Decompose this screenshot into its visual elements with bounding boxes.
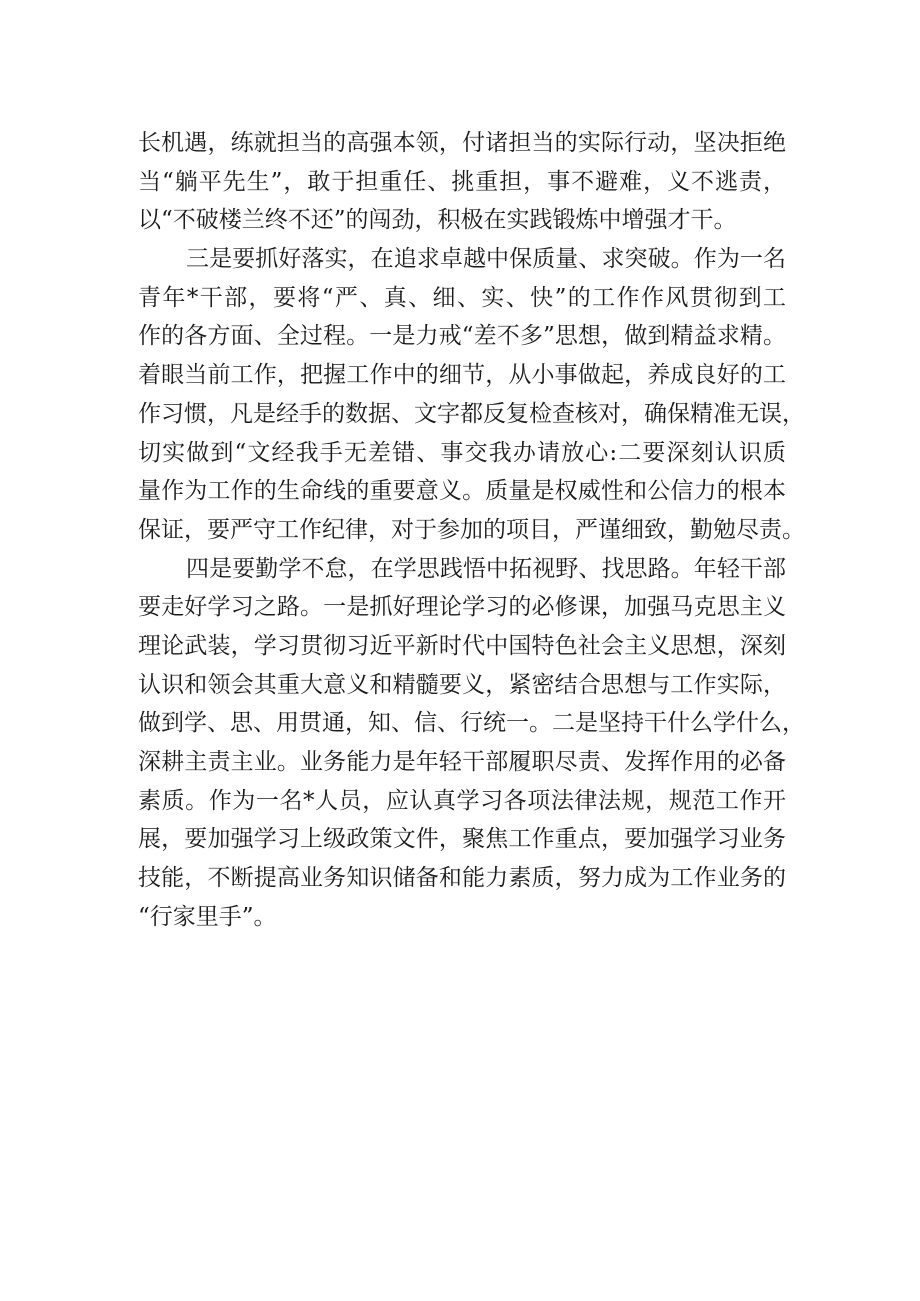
paragraph-start-line: 四是要勤学不怠，在学思践悟中拓视野、找思路。年轻干部 bbox=[186, 555, 786, 582]
text-line: 理论武装，学习贯彻习近平新时代中国特色社会主义思想，深刻 bbox=[138, 632, 786, 659]
text-line: 着眼当前工作，把握工作中的细节，从小事做起，养成良好的工 bbox=[138, 362, 786, 389]
document-body bbox=[138, 124, 805, 936]
text-line: 做到学、思、用贯通，知、信、行统一。二是坚持干什么学什么， bbox=[138, 710, 805, 737]
text-line: 作习惯，凡是经手的数据、文字都反复检查核对，确保精准无误， bbox=[138, 400, 805, 427]
text-line: 深耕主责主业。业务能力是年轻干部履职尽责、发挥作用的必备 bbox=[138, 749, 786, 775]
text-line: “行家里手”。 bbox=[138, 903, 277, 930]
paragraph-start-line: 三是要抓好落实，在追求卓越中保质量、求突破。作为一名 bbox=[186, 246, 786, 273]
text-line: 长机遇，练就担当的高强本领，付诸担当的实际行动，坚决拒绝 bbox=[138, 130, 786, 156]
text-line: 要走好学习之路。一是抓好理论学习的必修课，加强马克思主义 bbox=[138, 594, 786, 621]
text-line: 认识和领会其重大意义和精髓要义，紧密结合思想与工作实际， bbox=[138, 671, 786, 698]
text-line: 青年*干部，要将“严、真、细、实、快”的工作作风贯彻到工 bbox=[138, 284, 786, 311]
text-line: 素质。作为一名*人员，应认真学习各项法律法规，规范工作开 bbox=[138, 787, 786, 814]
text-line: 量作为工作的生命线的重要意义。质量是权威性和公信力的根本 bbox=[138, 478, 786, 505]
text-line: 技能，不断提高业务知识储备和能力素质，努力成为工作业务的 bbox=[138, 865, 786, 892]
text-line: 当“躺平先生”，敢于担重任、挑重担，事不避难，义不逃责， bbox=[138, 168, 786, 195]
text-line: 以“不破楼兰终不还”的闯劲，积极在实践锻炼中增强才干。 bbox=[138, 207, 737, 234]
text-line: 作的各方面、全过程。一是力戒“差不多”思想，做到精益求精。 bbox=[138, 323, 786, 350]
text-line: 展，要加强学习上级政策文件，聚焦工作重点，要加强学习业务 bbox=[138, 826, 786, 853]
text-line: 切实做到“文经我手无差错、事交我办请放心:二要深刻认识质 bbox=[138, 439, 786, 466]
text-line: 保证，要严守工作纪律，对于参加的项目，严谨细致，勤勉尽责。 bbox=[138, 516, 805, 543]
